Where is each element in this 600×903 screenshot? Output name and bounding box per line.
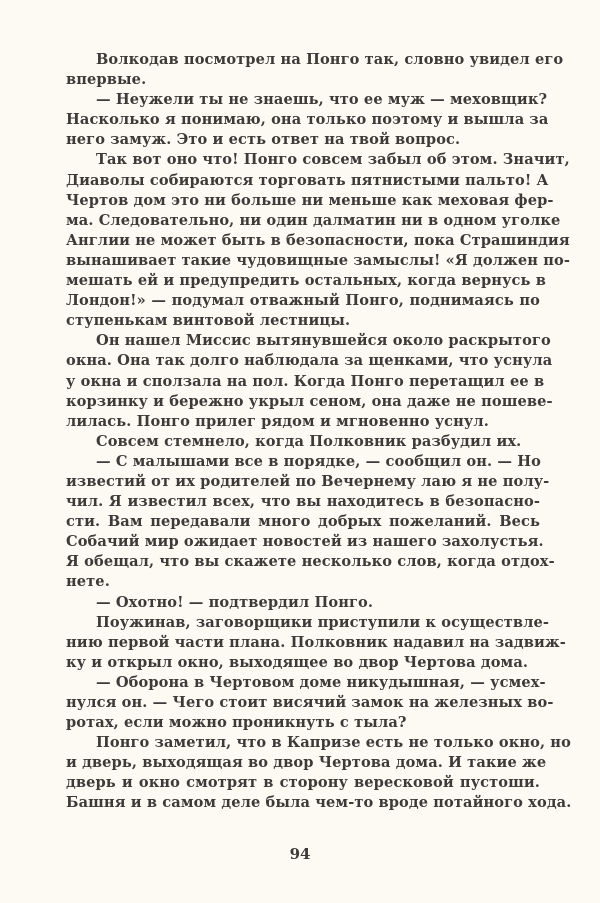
text-line: Я обещал, что вы скажете несколько слов, когда отдох- — [66, 553, 555, 571]
text-line: нете. — [66, 573, 110, 591]
text-line: Совсем стемнело, когда Полковник разбудил их. — [96, 432, 522, 450]
text-line: Диаволы собираются торговать пятнистыми пальто! А — [66, 171, 549, 189]
text-line: ротах, если можно проникнуть с тыла? — [66, 714, 407, 732]
text-line: и дверь, выходящая во двор Чертова дома. И такие же — [66, 754, 547, 772]
text-line: Лондон!» — подумал отважный Понго, поднимаясь по — [66, 292, 540, 310]
text-line: нию первой части плана. Полковник надавил на задвиж- — [66, 633, 566, 651]
text-line: окна. Она так долго наблюдала за щенками, что уснула — [66, 352, 553, 370]
text-line: Так вот оно что! Понго совсем забыл об этом. Значит, — [96, 151, 570, 169]
text-line: дверь и окно смотрят в сторону вересковой пустоши. — [66, 774, 540, 792]
text-line: — С малышами все в порядке, — сообщил он. — Но — [96, 452, 541, 470]
text-line: ступенькам винтовой лестницы. — [66, 312, 351, 330]
text-line: Собачий мир ожидает новостей из нашего захолустья. — [66, 533, 544, 551]
text-line: Башня и в самом деле была чем-то вроде потайного хода. — [66, 794, 572, 812]
text-line: лилась. Понго прилег рядом и мгновенно уснул. — [66, 412, 489, 430]
text-line: Насколько я понимаю, она только поэтому и вышла за — [66, 111, 549, 129]
text-line: чил. Я известил всех, что вы находитесь в безопасно- — [66, 493, 540, 511]
text-line: Волкодав посмотрел на Понго так, словно увидел его — [96, 51, 564, 68]
text-line: ма. Следовательно, ни один далматин ни в одном уголке — [66, 211, 561, 229]
text-line: него замуж. Это и есть ответ на твой вопрос. — [66, 131, 461, 149]
text-line: корзинку и бережно укрыл сеном, она даже не пошеве- — [66, 392, 553, 410]
page-body-text — [66, 50, 572, 814]
text-line: — Неужели ты не знаешь, что ее муж — меховщик? — [96, 91, 548, 109]
text-line: Он нашел Миссис вытянувшейся около раскрытого — [96, 332, 551, 350]
text-line: Чертов дом это ни больше ни меньше как меховая фер- — [66, 191, 554, 209]
text-line: Понго заметил, что в Капризе есть не только окно, но — [96, 734, 571, 752]
text-line: Поужинав, заговорщики приступили к осуществле- — [96, 613, 550, 631]
text-line: у окна и сползала на пол. Когда Понго перетащил ее в — [66, 372, 545, 390]
text-line: вынашивает такие чудовищные замыслы! «Я должен по- — [66, 251, 571, 269]
text-line: мешать ей и предупредить остальных, когда вернусь в — [66, 272, 546, 290]
page-number: 94 — [289, 845, 311, 863]
text-line: ку и открыл окно, выходящее во двор Чертова дома. — [66, 653, 529, 671]
text-line: известий от их родителей по Вечернему лаю я не полу- — [66, 472, 550, 490]
text-line: нулся он. — Чего стоит висячий замок на железных во- — [66, 694, 554, 711]
text-line: — Оборона в Чертовом доме никудышная, — усмех- — [96, 673, 546, 691]
text-line: — Охотно! — подтвердил Понго. — [96, 593, 374, 611]
text-line: сти. Вам передавали много добрых пожеланий. Весь — [66, 513, 540, 531]
text-line: Англии не может быть в безопасности, пока Страшиндия — [66, 231, 570, 249]
text-line: впервые. — [66, 71, 147, 89]
